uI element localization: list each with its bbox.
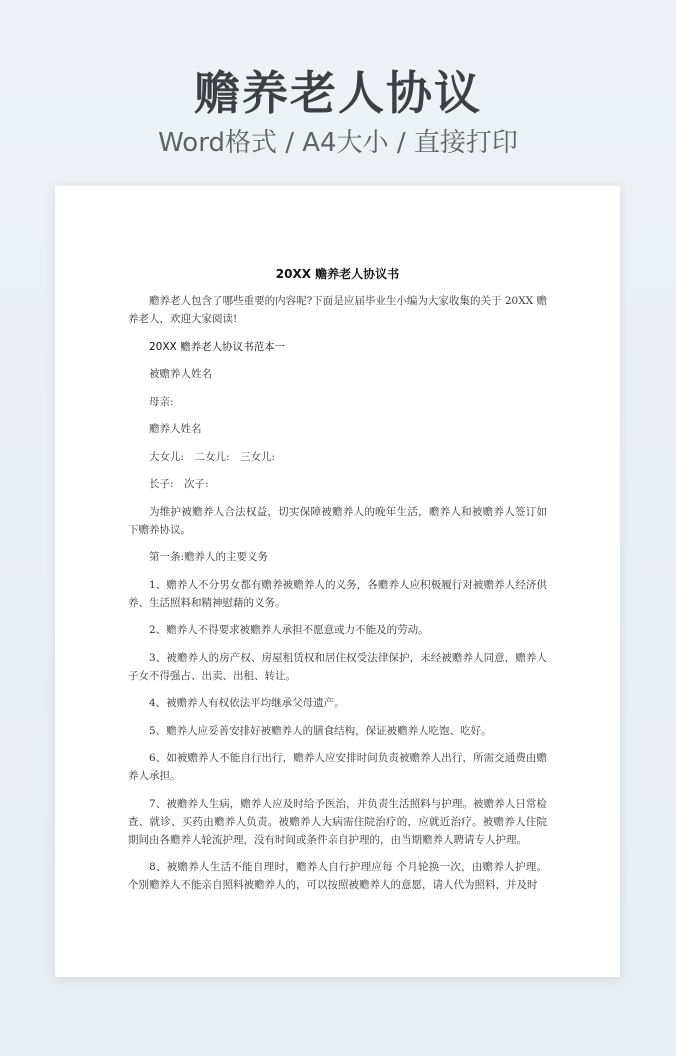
field-line: 长子: 次子:	[149, 478, 209, 490]
field-line: 大女儿: 二女儿: 三女儿:	[149, 450, 276, 463]
field-line: 赡养人姓名	[149, 423, 202, 435]
clause-item: 1、赡养人不分男女都有赡养被赡养人的义务，各赡养人应积极履行对被赡养人经济供养、生活照料和精神慰藉的义务。	[128, 578, 547, 609]
clause-item: 4、被赡养人有权依法平均继承父母遗产。	[149, 697, 345, 709]
clause-item: 2、赡养人不得要求被赡养人承担不愿意或力不能及的劳动。	[149, 624, 429, 636]
clause-item: 8、被赡养人生活不能自理时，赡养人自行护理应每 个月轮换一次，由赡养人护理。个别赡养人不能亲自照料被赡养人的，可以按照被赡养人的意愿，请人代为照料，并及时	[128, 861, 547, 891]
page-header	[0, 62, 676, 162]
field-line: 母亲:	[149, 395, 174, 408]
field-line: 被赡养人姓名	[149, 368, 212, 380]
clause-item: 6、如被赡养人不能自行出行，赡养人应安排时间负责被赡养人出行，所需交通费由赡养人承担。	[128, 752, 547, 782]
document-title: 20XX 赡养老人协议书	[275, 267, 400, 281]
clause-item: 5、赡养人应妥善安排好被赡养人的膳食结构，保证被赡养人吃饱、吃好。	[149, 724, 492, 737]
clause-item: 7、被赡养人生病，赡养人应及时给予医治，并负责生活照料与护理。被赡养人日常检查、就诊、买药由赡养人负责。被赡养人大病需住院治疗的，应就近治疗。被赡养人住院期间由各赡养人轮流护理，没有时间或条件亲自护理的，由当期赡养人聘请专人护理。	[128, 797, 547, 846]
clause-heading: 第一条:赡养人的主要义务	[149, 551, 269, 563]
page-title: 赡养老人协议	[194, 66, 482, 120]
clause-item: 3、被赡养人的房产权、房屋租赁权和居住权受法律保护，未经被赡养人同意，赡养人子女不得强占、出卖、出租、转让。	[128, 651, 547, 682]
page-subtitle: Word格式 / A4大小 / 直接打印	[158, 128, 518, 158]
intro-paragraph: 赡养老人包含了哪些重要的内容呢?下面是应届毕业生小编为大家收集的关于 20XX 赡养老人，欢迎大家阅读!	[128, 295, 547, 325]
document-page	[55, 186, 620, 977]
section-heading: 20XX 赡养老人协议书范本一	[149, 340, 286, 353]
body-paragraph: 为维护被赡养人合法权益，切实保障被赡养人的晚年生活，赡养人和被赡养人签订如下赡养协议。	[128, 505, 547, 536]
